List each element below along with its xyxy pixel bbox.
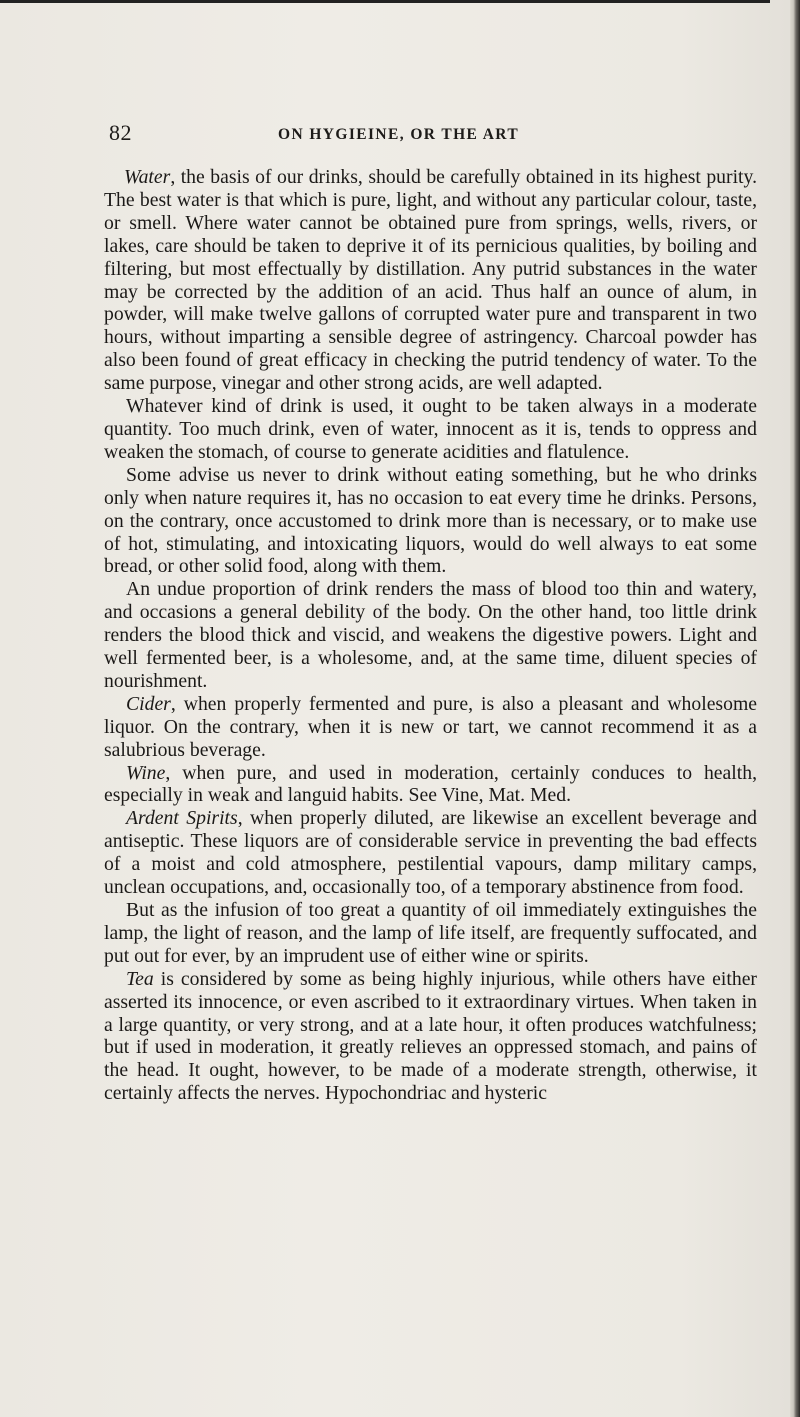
paragraph-text: But as the infusion of too great a quantity of oil immediately extinguishes the lamp, the light of reason, and the lamp of life itself, are frequently suffocated, and put out for ever, by an imprudent use of either wine or spirits. [104, 899, 757, 967]
paragraph-oil-lamp [104, 899, 757, 968]
top-border-rule [0, 0, 770, 3]
paragraph-tea [104, 968, 757, 1105]
paragraph-moderation [104, 395, 757, 464]
page-number: 82 [109, 120, 132, 145]
body-text [104, 166, 757, 1105]
paragraph-text: , when properly diluted, are likewise an excellent beverage and antiseptic. These liquors are of considerable service in preventing the bad effects of a moist and cold atmosphere, pestilential vapours, damp military camps, unclean occupations, and, occasionally too, of a temporary abstinence from food. [104, 807, 757, 899]
paragraph-text: , when properly fermented and pure, is also a pleasant and wholesome liquor. On the contrary, when it is new or tart, we cannot recommend it as a salubrious beverage. [104, 692, 757, 761]
paragraph-lead: Tea [126, 967, 154, 990]
paragraph-lead: Water [124, 166, 171, 188]
paragraph-text: Whatever kind of drink is used, it ought to be taken always in a moderate quantity. Too much drink, even of water, innocent as it is, tends to oppress and weaken the stomach, of course to generate acidities and flatulence. [104, 395, 757, 463]
paragraph-cider [104, 693, 757, 762]
paragraph-lead: Wine [126, 761, 166, 784]
paragraph-lead: Cider [126, 692, 171, 715]
paragraph-text: is considered by some as being highly injurious, while others have either asserted its innocence, or even ascribed to it extraordinary virtues. When taken in a large quantity, or very strong, and at a late hour, it often produces watchfulness; but if used in moderation, it greatly relieves an oppressed stomach, and pains of the head. It ought, however, to be made of a moderate strength, otherwise, it certainly affects the nerves. Hypochondriac and hysteric [104, 967, 757, 1105]
paragraph-spirits [104, 807, 757, 899]
paragraph-proportion [104, 578, 757, 693]
paragraph-wine [104, 762, 757, 808]
paragraph-water [104, 166, 757, 395]
paragraph-text: An undue proportion of drink renders the mass of blood too thin and watery, and occasions a general debility of the body. On the other hand, too little drink renders the blood thick and viscid, and weakens the digestive powers. Light and well fermented beer, is a wholesome, and, at the same time, diluent species of nourishment. [104, 578, 757, 692]
paragraph-eating [104, 464, 757, 579]
paragraph-text: , when pure, and used in moderation, certainly conduces to health, especially in weak and languid habits. See Vine, Mat. Med. [104, 761, 757, 807]
running-head: ON HYGIEINE, OR THE ART [278, 126, 520, 143]
page-edge-shadow [790, 0, 800, 1417]
paragraph-text: , the basis of our drinks, should be carefully obtained in its highest purity. The best water is that which is pure, light, and without any particular colour, taste, or smell. Where water cannot be obtained pure from springs, wells, rivers, or lakes, care should be taken to deprive it of its pernicious qualities, by boiling and filtering, but most effectually by distillation. Any putrid substances in the water may be corrected by the addition of an acid. Thus half an ounce of alum, in powder, will make twelve gallons of corrupted water pure and transparent in two hours, without imparting a sensible degree of astringency. Charcoal powder has also been found of great efficacy in checking the putrid tendency of water. To the same purpose, vinegar and other strong acids, are well adapted. [104, 166, 757, 395]
paragraph-text: Some advise us never to drink without eating something, but he who drinks only when nature requires it, has no occasion to eat every time he drinks. Persons, on the contrary, once accustomed to drink more than is necessary, or to make use of hot, stimulating, and intoxicating liquors, would do well always to eat some bread, or other solid food, along with them. [104, 463, 757, 578]
page-header [109, 120, 769, 150]
paragraph-lead: Ardent Spirits [126, 807, 238, 830]
